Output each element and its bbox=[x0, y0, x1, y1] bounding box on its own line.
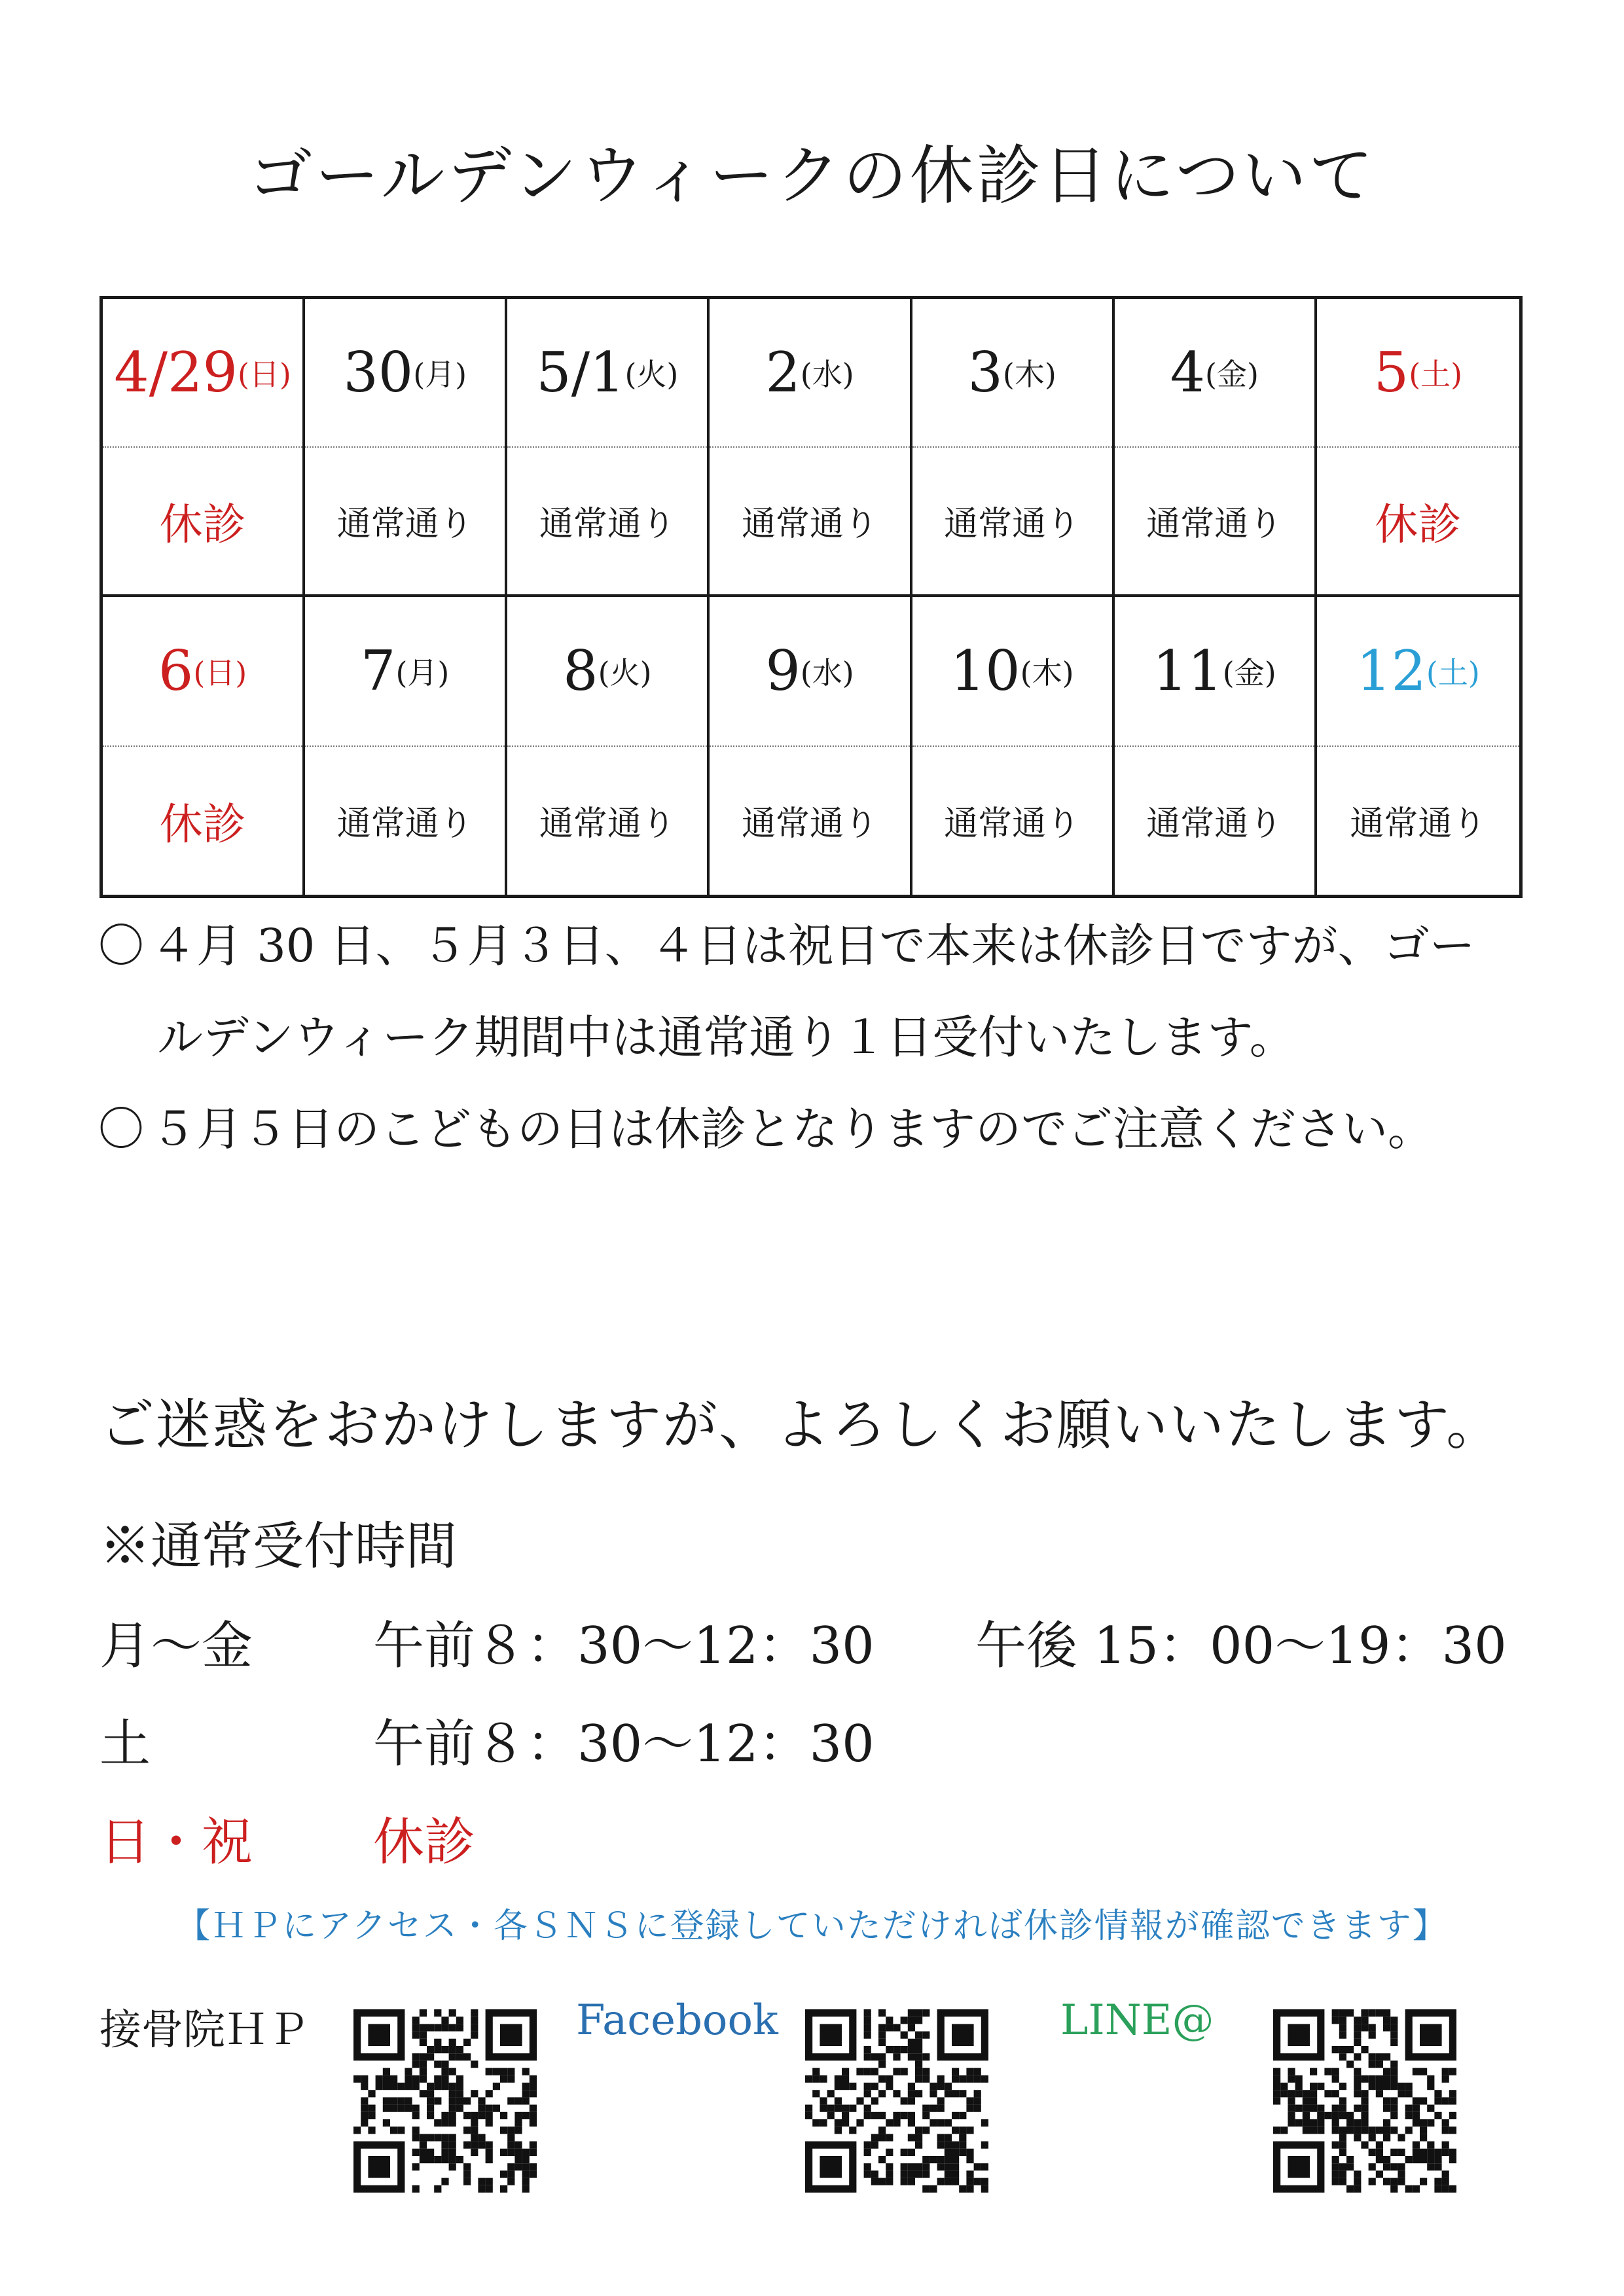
line-qr-code-icon[interactable] bbox=[1273, 2009, 1456, 2193]
calendar-date bbox=[305, 299, 505, 448]
day-number: 30 bbox=[343, 340, 414, 405]
calendar-day-cell bbox=[1317, 299, 1519, 597]
status-open: 通常通り bbox=[336, 804, 473, 844]
calendar-day-cell bbox=[1115, 597, 1317, 895]
calendar-date bbox=[103, 299, 302, 448]
weekday-label: (金) bbox=[1205, 357, 1259, 393]
status-closed: 休診 bbox=[159, 799, 246, 850]
status-closed: 休診 bbox=[1375, 499, 1462, 550]
calendar-date bbox=[507, 597, 707, 747]
hours-row-weekdays bbox=[99, 1605, 1540, 1703]
calendar-date bbox=[103, 597, 302, 747]
day-number: 4/29 bbox=[114, 340, 238, 405]
weekday-label: (土) bbox=[1426, 655, 1480, 691]
weekday-label: (火) bbox=[598, 655, 652, 691]
status-open: 通常通り bbox=[539, 505, 676, 545]
weekday-label: (日) bbox=[237, 357, 291, 393]
hours-days: 日・祝 bbox=[99, 1813, 253, 1872]
weekday-label: (水) bbox=[800, 357, 854, 393]
day-number: 10 bbox=[950, 639, 1020, 704]
calendar-day-cell bbox=[1317, 597, 1519, 895]
status-open: 通常通り bbox=[1350, 804, 1487, 844]
hours-title: ※通常受付時間 bbox=[99, 1517, 458, 1576]
note-2 bbox=[98, 1102, 1538, 1156]
calendar-day-cell bbox=[507, 299, 710, 597]
notes-section bbox=[98, 919, 1538, 1156]
calendar-day-cell bbox=[710, 299, 912, 597]
day-number: 9 bbox=[765, 639, 801, 704]
note-1-line-1: ４月 30 日、５月３日、４日は祝日で本来は休診日ですが、ゴー bbox=[151, 919, 1475, 973]
bullet-circle: 〇 bbox=[98, 919, 144, 973]
status-open: 通常通り bbox=[741, 505, 878, 545]
day-number: 2 bbox=[765, 340, 801, 405]
status-open: 通常通り bbox=[539, 804, 676, 844]
calendar-day-cell bbox=[305, 597, 507, 895]
calendar-day-cell bbox=[103, 299, 305, 597]
status-open: 通常通り bbox=[741, 804, 878, 844]
day-number: 6 bbox=[158, 639, 194, 704]
hours-afternoon: 午後 15：00～19：30 bbox=[975, 1617, 1507, 1676]
calendar-day-cell bbox=[1115, 299, 1317, 597]
weekday-label: (火) bbox=[624, 357, 679, 393]
line-label[interactable]: LINE@ bbox=[1060, 1996, 1214, 2045]
status-open: 通常通り bbox=[944, 505, 1081, 545]
status-closed: 休診 bbox=[159, 499, 246, 550]
day-number: 8 bbox=[563, 639, 598, 704]
hours-closed: 休診 bbox=[373, 1813, 476, 1872]
calendar-day-cell bbox=[507, 597, 710, 895]
facebook-qr-code-icon[interactable] bbox=[805, 2009, 988, 2193]
hp-qr-code-icon[interactable] bbox=[353, 2009, 537, 2193]
hours-days: 土 bbox=[99, 1715, 151, 1774]
calendar-day-cell bbox=[305, 299, 507, 597]
facebook-label[interactable]: Facebook bbox=[576, 1996, 778, 2045]
calendar-date bbox=[710, 597, 909, 747]
day-number: 5 bbox=[1373, 340, 1409, 405]
calendar-date bbox=[1317, 597, 1519, 747]
calendar-day-cell bbox=[912, 299, 1115, 597]
weekday-label: (日) bbox=[193, 655, 247, 691]
calendar-day-cell bbox=[710, 597, 912, 895]
weekday-label: (木) bbox=[1020, 655, 1074, 691]
status-open: 通常通り bbox=[1146, 505, 1283, 545]
hours-days: 月～金 bbox=[99, 1617, 253, 1676]
bullet-circle: 〇 bbox=[98, 1102, 144, 1156]
status-open: 通常通り bbox=[336, 505, 473, 545]
weekday-label: (月) bbox=[395, 655, 450, 691]
calendar-day-cell bbox=[912, 597, 1115, 895]
hours-row-holiday bbox=[99, 1801, 1540, 1899]
holiday-calendar bbox=[99, 296, 1523, 898]
weekday-label: (金) bbox=[1222, 655, 1276, 691]
status-open: 通常通り bbox=[944, 804, 1081, 844]
apology-message: ご迷惑をおかけしますが、よろしくお願いいたします。 bbox=[99, 1393, 1503, 1457]
weekday-label: (月) bbox=[413, 357, 467, 393]
weekday-label: (水) bbox=[800, 655, 854, 691]
hours-morning: 午前８：30～12：30 bbox=[373, 1715, 875, 1774]
weekday-label: (土) bbox=[1409, 357, 1463, 393]
day-number: 7 bbox=[361, 639, 396, 704]
calendar-date bbox=[912, 299, 1112, 448]
hours-row-saturday bbox=[99, 1703, 1540, 1801]
calendar-date bbox=[305, 597, 505, 747]
sns-info-banner: 【ＨＰにアクセス・各ＳＮＳに登録していただければ休診情報が確認できます】 bbox=[176, 1907, 1448, 1946]
calendar-date bbox=[507, 299, 707, 448]
calendar-date bbox=[1115, 597, 1314, 747]
note-1 bbox=[98, 919, 1538, 1064]
status-open: 通常通り bbox=[1146, 804, 1283, 844]
day-number: 12 bbox=[1356, 639, 1426, 704]
calendar-day-cell bbox=[103, 597, 305, 895]
page-title: ゴールデンウィークの休診日について bbox=[248, 139, 1376, 213]
day-number: 4 bbox=[1170, 340, 1206, 405]
day-number: 5/1 bbox=[536, 340, 625, 405]
day-number: 11 bbox=[1152, 639, 1223, 704]
hp-label: 接骨院ＨＰ bbox=[99, 2006, 309, 2054]
calendar-date bbox=[1115, 299, 1314, 448]
note-2-text: ５月５日のこどもの日は休診となりますのでご注意ください。 bbox=[151, 1102, 1434, 1156]
weekday-label: (木) bbox=[1002, 357, 1056, 393]
day-number: 3 bbox=[967, 340, 1003, 405]
note-1-line-2: ルデンウィーク期間中は通常通り１日受付いたします。 bbox=[157, 1011, 1295, 1064]
calendar-date bbox=[912, 597, 1112, 747]
calendar-date bbox=[710, 299, 909, 448]
calendar-date bbox=[1317, 299, 1519, 448]
reception-hours bbox=[99, 1505, 1540, 1899]
hours-morning: 午前８：30～12：30 bbox=[373, 1617, 875, 1676]
